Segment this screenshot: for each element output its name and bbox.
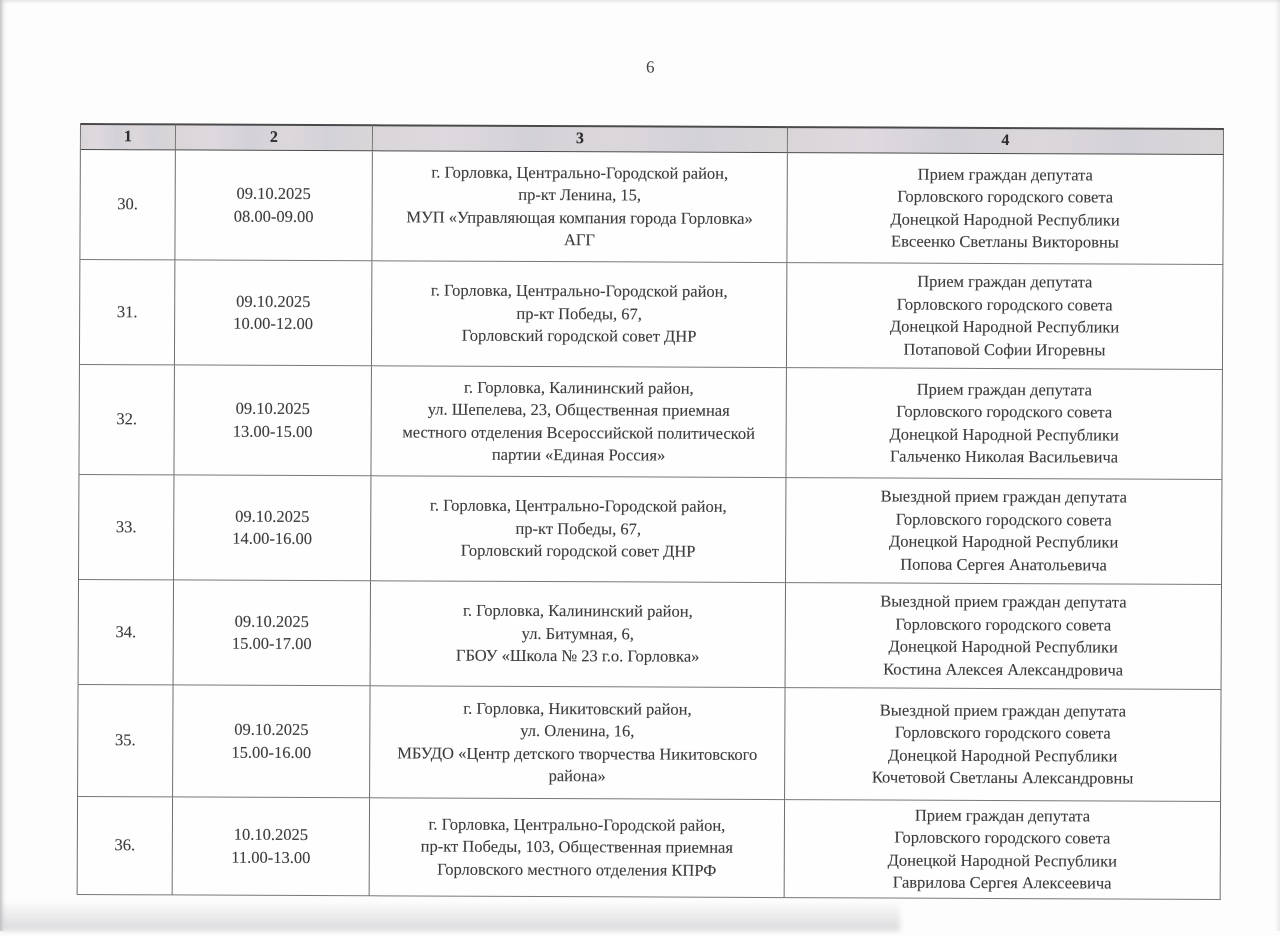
location-cell: г. Горловка, Центрально-Городской район, пр-кт Победы, 67, Горловский городской совет ДНР: [371, 476, 786, 583]
datetime-cell: 09.10.2025 08.00-09.00: [175, 150, 372, 261]
description-cell: Прием граждан депутата Горловского городского совета Донецкой Народной Республики Евсеенко Светланы Викторовны: [787, 153, 1223, 265]
table-row: [80, 150, 1223, 265]
location-cell: г. Горловка, Никитовский район, ул. Оленина, 16, МБУДО «Центр детского творчества Никитовского района»: [370, 686, 785, 800]
description-cell: Прием граждан депутата Горловского городского совета Донецкой Народной Республики Гаврилова Сергея Алексеевича: [785, 800, 1221, 900]
location-cell: г. Горловка, Центрально-Городской район, пр-кт Ленина, 15, МУП «Управляющая компания города Горловка» АГГ: [372, 151, 787, 263]
location-cell: г. Горловка, Центрально-Городской район, пр-кт Победы, 103, Общественная приемная Горловского местного отделения КПРФ: [370, 798, 785, 898]
row-number-cell: 31.: [80, 260, 175, 365]
header-cell-2: 2: [176, 123, 373, 151]
row-number-cell: 36.: [78, 797, 173, 895]
row-number-cell: 35.: [78, 685, 173, 797]
description-cell: Прием граждан депутата Горловского городского совета Донецкой Народной Республики Потаповой Софии Игоревны: [787, 263, 1223, 370]
row-number-cell: 34.: [79, 580, 174, 685]
location-cell: г. Горловка, Калининский район, ул. Шепелева, 23, Общественная приемная местного отделения Всероссийской политической партии «Единая Россия»: [371, 366, 786, 478]
table-row: [80, 260, 1223, 370]
datetime-cell: 09.10.2025 15.00-17.00: [174, 580, 371, 686]
table-row: [79, 365, 1222, 480]
header-cell-3: 3: [373, 124, 788, 153]
reception-schedule-table: [77, 123, 1224, 900]
datetime-cell: 09.10.2025 13.00-15.00: [174, 365, 371, 476]
header-cell-4: 4: [788, 126, 1224, 155]
page-number: 6: [0, 55, 1280, 81]
table-row: [79, 580, 1222, 690]
row-number-cell: 32.: [79, 365, 174, 475]
description-cell: Прием граждан депутата Горловского городского совета Донецкой Народной Республики Гальченко Николая Васильевича: [786, 368, 1222, 480]
table-row: [78, 797, 1221, 900]
datetime-cell: 09.10.2025 10.00-12.00: [175, 260, 372, 366]
description-cell: Выездной прием граждан депутата Горловского городского совета Донецкой Народной Республики Попова Сергея Анатольевича: [786, 478, 1222, 585]
row-number-cell: 33.: [79, 475, 174, 580]
description-cell: Выездной прием граждан депутата Горловского городского совета Донецкой Народной Республики Костина Алексея Александровича: [786, 583, 1222, 690]
datetime-cell: 10.10.2025 11.00-13.00: [173, 797, 370, 896]
header-cell-1: 1: [81, 123, 176, 150]
location-cell: г. Горловка, Центрально-Городской район, пр-кт Победы, 67, Горловский городской совет ДНР: [372, 261, 787, 368]
table-row: [78, 685, 1221, 802]
datetime-cell: 09.10.2025 14.00-16.00: [174, 475, 371, 581]
table-row: [79, 475, 1222, 585]
location-cell: г. Горловка, Калининский район, ул. Битумная, 6, ГБОУ «Школа № 23 г.о. Горловка»: [371, 581, 786, 688]
datetime-cell: 09.10.2025 15.00-16.00: [173, 685, 370, 798]
description-cell: Выездной прием граждан депутата Горловского городского совета Донецкой Народной Республики Кочетовой Светланы Александровны: [785, 688, 1221, 802]
row-number-cell: 30.: [80, 150, 175, 260]
